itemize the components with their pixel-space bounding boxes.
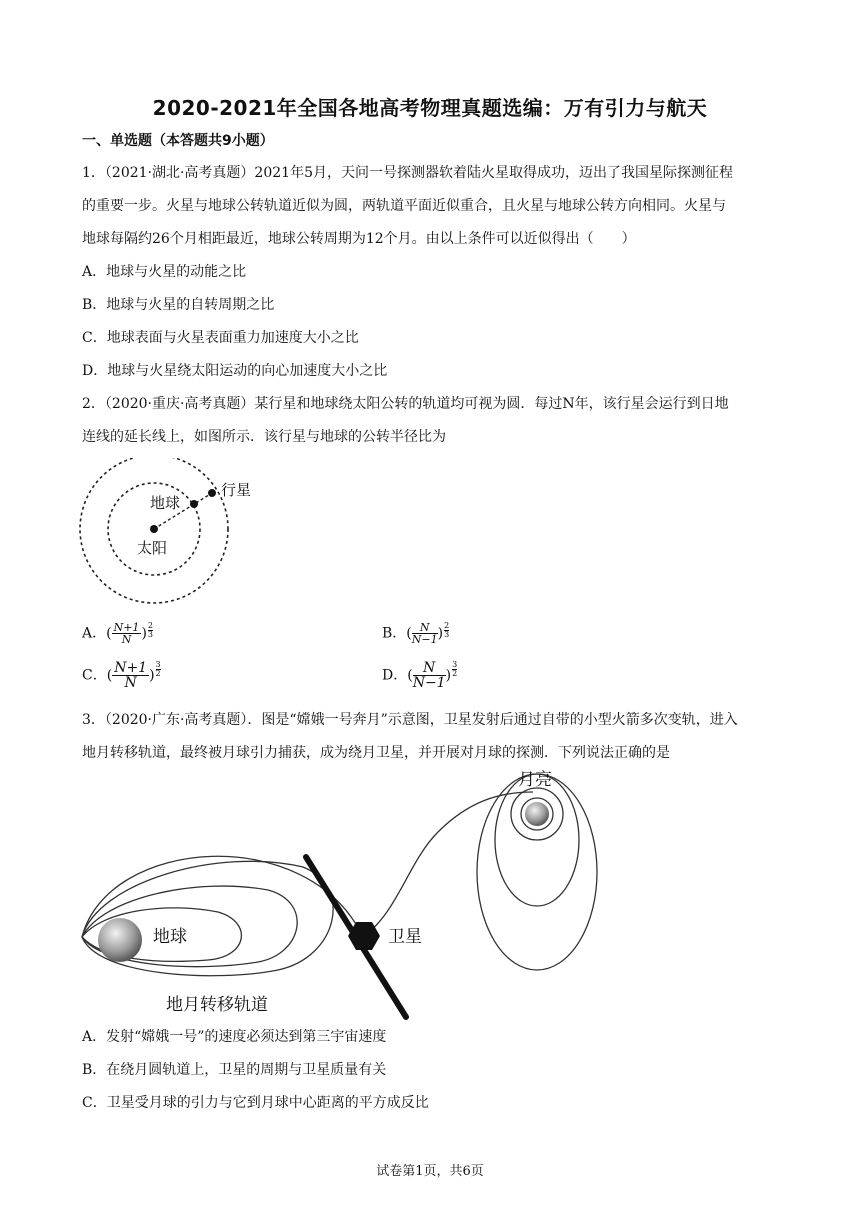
- orbit-diagram: [78, 458, 278, 618]
- page-footer: 试卷第1页，共6页: [376, 1164, 484, 1179]
- transfer-orbit: [363, 792, 533, 937]
- q2-option-d: D．( $\frac{N}{N-1}$ ) $\frac{3}{2}$: [382, 660, 458, 691]
- q3-option-a: A．发射“嫦娥一号”的速度必须达到第三宇宙速度: [82, 1029, 387, 1045]
- q1-line-3: 地球每隔约26个月相距最近，地球公转周期为12个月。由以上条件可以近似得出（ ）: [82, 231, 636, 247]
- transfer-orbit-label: 地月转移轨道: [166, 995, 268, 1015]
- planet-dot: [208, 489, 216, 497]
- earth-label: 地球: [150, 494, 181, 512]
- q3-line-1: 3．（2020·广东·高考真题）．图是“嫦娥一号奔月”示意图，卫星发射后通过自带的小型火箭多次变轨，进入: [82, 712, 738, 728]
- satellite-label: 卫星: [388, 927, 422, 947]
- q1-option-a: A．地球与火星的动能之比: [82, 264, 247, 280]
- chang-e-diagram: [78, 762, 618, 1022]
- q2-line-2: 连线的延长线上，如图所示．该行星与地球的公转半径比为: [82, 429, 446, 445]
- q1-option-c: C．地球表面与火星表面重力加速度大小之比: [82, 330, 359, 346]
- sun-label: 太阳: [137, 539, 168, 557]
- earth-label: 地球: [153, 927, 187, 947]
- q3-option-c: C．卫星受月球的引力与它到月球中心距离的平方成反比: [82, 1095, 429, 1111]
- q1-option-d: D．地球与火星绕太阳运动的向心加速度大小之比: [82, 363, 388, 379]
- sun-dot: [150, 525, 158, 533]
- q2-option-a: A．( $\frac{N+1}{N}$ ) $\frac{2}{3}$: [82, 621, 153, 646]
- moon-label: 月亮: [518, 770, 552, 790]
- q3-line-2: 地月转移轨道，最终被月球引力捕获，成为绕月卫星，并开展对月球的探测．下列说法正确的是: [82, 745, 670, 761]
- q2-option-c: C．( $\frac{N+1}{N}$ ) $\frac{3}{2}$: [82, 660, 161, 691]
- planet-label: 行星: [221, 481, 252, 499]
- earth-sphere: [98, 918, 142, 962]
- q3-option-b: B．在绕月圆轨道上，卫星的周期与卫星质量有关: [82, 1062, 387, 1078]
- q1-option-b: B．地球与火星的自转周期之比: [82, 297, 275, 313]
- moon-sphere: [525, 802, 549, 826]
- q2-option-b: B．( $\frac{N}{N-1}$ ) $\frac{2}{3}$: [382, 621, 450, 646]
- q2-line-1: 2．（2020·重庆·高考真题）某行星和地球绕太阳公转的轨道均可视为圆．每过N年，该行星会运行到日地: [82, 396, 729, 412]
- q1-line-2: 的重要一步。火星与地球公转轨道近似为圆，两轨道平面近似重合，且火星与地球公转方向相同。火星与: [82, 198, 726, 214]
- page-title: 2020-2021年全国各地高考物理真题选编：万有引力与航天: [152, 96, 708, 120]
- earth-dot: [190, 500, 198, 508]
- section-heading: 一、单选题（本答题共9小题）: [82, 133, 274, 149]
- q1-line-1: 1．（2021·湖北·高考真题）2021年5月，天问一号探测器软着陆火星取得成功，迈出了我国星际探测征程: [82, 165, 733, 181]
